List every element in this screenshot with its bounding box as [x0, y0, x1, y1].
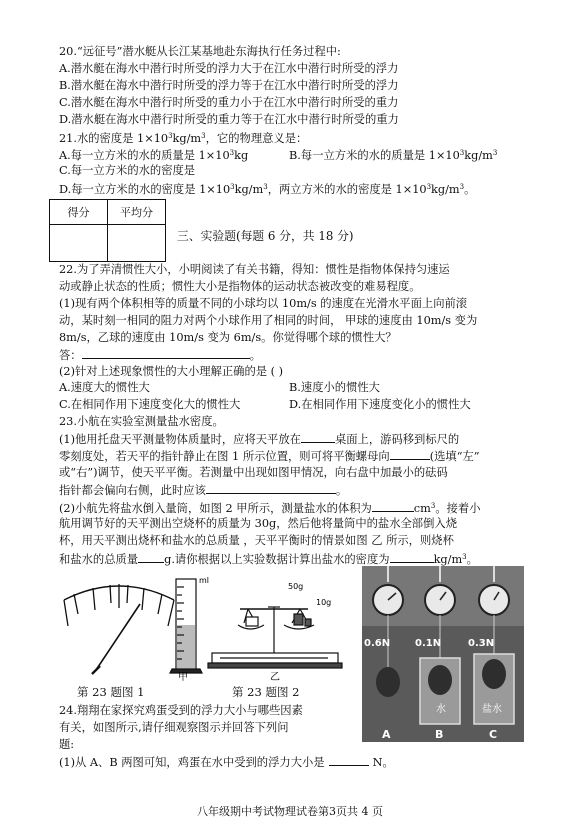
q22-line-2: 动或静止状态的性质；惯性大小是指物体的运动状态被改变的难易程度。: [59, 280, 421, 293]
balance-scale: [208, 607, 342, 668]
q22-line-5: 8m/s，乙球的速度由 10m/s 变为 6m/s。你觉得哪个球的惯性大？: [59, 331, 397, 344]
figure-2-caption: 第 23 题图 2: [232, 685, 300, 699]
brine-label: 盐水: [482, 704, 502, 715]
q23-line-5: 指针都会偏向右侧，此时应该 。: [59, 484, 348, 497]
q20-option-a: A.潜水艇在海水中潜行时所受的浮力大于在江水中潜行时所受的浮力: [59, 62, 399, 75]
q23-blank-action[interactable]: [206, 482, 336, 494]
q23-line-7: 航用调节好的天平测出空烧杯的质量为 30g，然后他将量筒中的盐水全部倒入烧: [59, 517, 457, 530]
force-label-b: 0.1N: [415, 638, 442, 649]
weight-10g-label: 10g: [316, 598, 332, 607]
figure-jia-label: 甲: [178, 672, 188, 682]
q23-line-3: 零刻度处，若天平的指针静止在图 1 所示位置，则可将平衡螺母向 (选填“左”: [59, 450, 480, 463]
q22-line-1: 22.为了弄清惯性大小，小明阅读了有关书籍，得知：惯性是指物体保持匀速运: [59, 263, 450, 276]
balance-pointer-scale-figure: [58, 578, 180, 678]
q22-answer-line: 答： 。: [59, 349, 261, 362]
force-label-c: 0.3N: [468, 638, 495, 649]
q24-line-4: (1)从 A、B 两图可知，鸡蛋在水中受到的浮力大小是 N。: [59, 756, 394, 769]
q22-option-c: C.在相同作用下速度变化大的惯性大: [59, 398, 241, 411]
q20-option-b: B.潜水艇在海水中潜行时所受的浮力等于在江水中潜行时所受的浮力: [59, 79, 399, 92]
section-3-title: 三、实验题(每题 6 分，共 18 分): [177, 229, 354, 243]
q24-line-1: 24.翔翔在家探究鸡蛋受到的浮力大小与哪些因素: [59, 704, 303, 717]
q23-blank-surface[interactable]: [301, 431, 335, 443]
q24-line-2: 有关，如图所示,请仔细观察图示并回答下列问: [59, 721, 289, 734]
weight-50g-label: 50g: [288, 582, 304, 591]
graduated-cylinder: [170, 579, 202, 673]
q21-option-a: A.每一立方米的水的质量是 $1\times 10^3kg$: [59, 149, 249, 162]
score-header: 得分: [50, 200, 108, 225]
q22-option-a: A.速度大的惯性大: [59, 381, 150, 394]
cylinder-and-balance-figure: [168, 567, 346, 682]
q23-line-4: 或“右”)调节，使天平平衡。若测量中出现如图甲情况，向右盘中加最小的砝码: [59, 466, 448, 479]
q21-option-d: D.每一立方米的水的密度是 $1\times 10^3kg/m^3$，两立方米的水的密度是 $1\times 10^3kg/m^3$。: [59, 183, 476, 196]
egg-buoyancy-photo-drawing: [362, 566, 524, 742]
score-table: [49, 199, 166, 262]
photo-label-a: A: [382, 728, 391, 741]
figure-yi-label: 乙: [270, 672, 280, 682]
egg-buoyancy-photo: [362, 566, 524, 742]
q23-line-2: (1)他用托盘天平测量物体质量时，应将天平放在 桌面上，游码移到标尺的: [59, 433, 460, 446]
q21-option-b: B.每一立方米的水的质量是 $1\times 10^3kg/m^3$: [289, 149, 498, 162]
q20-option-c: C.潜水艇在海水中潜行时所受的重力小于在江水中潜行时所受的重力: [59, 96, 399, 109]
q22-line-3: (1)现有两个体积相等的质量不同的小球均以 10m/s 的速度在光滑水平面上向前滚: [59, 297, 468, 310]
average-score-header: 平均分: [108, 200, 166, 225]
q21-option-c: C.每一立方米的水的密度是: [59, 164, 196, 177]
q23-blank-volume[interactable]: [372, 500, 414, 512]
q20-option-d: D.潜水艇在海水中潜行时所受的重力等于在江水中潜行时所受的重力: [59, 113, 399, 126]
q23-blank-mass[interactable]: [138, 551, 164, 563]
average-score-cell[interactable]: [108, 225, 166, 262]
photo-label-b: B: [435, 728, 444, 741]
q23-line-9: 和盐水的总质量 g.请你根据以上实验数据计算出盐水的密度为 $kg/m^3$。: [59, 553, 478, 566]
page-footer: 八年级期中考试物理试卷第3页共 4 页: [197, 805, 383, 818]
q23-blank-direction[interactable]: [390, 448, 430, 460]
q23-blank-density[interactable]: [390, 551, 434, 563]
q22-option-b: B.速度小的惯性大: [289, 381, 380, 394]
q24-blank-buoyancy[interactable]: [329, 754, 369, 766]
q22-answer-blank[interactable]: [82, 347, 250, 359]
score-cell[interactable]: [50, 225, 108, 262]
q20-stem: 20.“远征号”潜水艇从长江某基地赴东海执行任务过程中:: [59, 45, 341, 58]
q23-line-8: 杯，用天平测出烧杯和盐水的总质量 ，天平平衡时的情景如图 乙 所示，则烧杯: [59, 534, 454, 547]
q23-line-1: 23.小航在实验室测量盐水密度。: [59, 415, 224, 428]
q22-option-d: D.在相同作用下速度变化小的惯性大: [289, 398, 471, 411]
q22-line-7: (2)针对上述现象惯性的大小理解正确的是 ( ): [59, 365, 284, 378]
ml-label: ml: [199, 576, 210, 585]
q21-stem: 21.水的密度是 $1\times 10^3kg/m^3$，它的物理意义是：: [59, 132, 308, 145]
q24-line-3: 题:: [59, 738, 75, 751]
figure-1-caption: 第 23 题图 1: [77, 685, 145, 699]
photo-label-c: C: [489, 728, 498, 741]
force-label-a: 0.6N: [364, 638, 391, 649]
water-label: 水: [436, 704, 446, 715]
q22-line-4: 动，某时刻一相同的阻力对两个小球作用了相同的时间， 甲球的速度由 10m/s 变为: [59, 314, 478, 327]
q23-line-6: (2)小航先将盐水倒入量筒，如图 2 甲所示，测量盐水的体积为 $cm^3$。接着小: [59, 502, 481, 515]
